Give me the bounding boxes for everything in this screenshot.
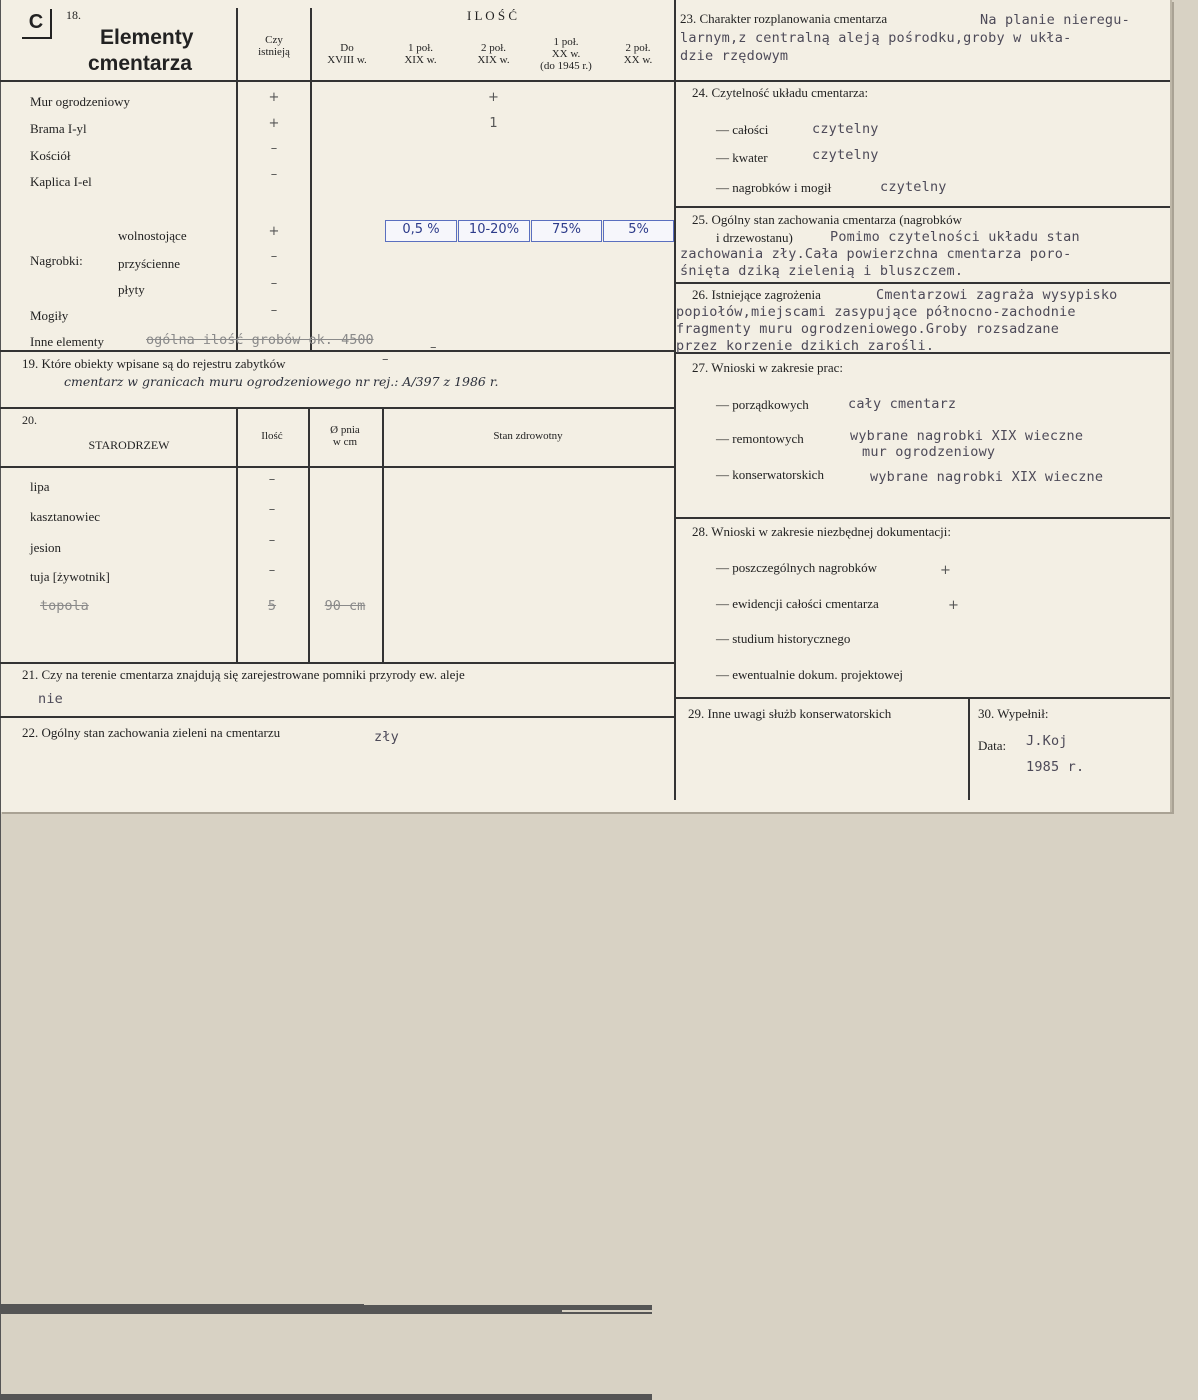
prace-porzadkowe-label: — porządkowych [716,397,809,412]
czy-kaplica: – [270,167,278,182]
inne-dash: – [430,340,437,355]
col-line [0,0,1,326]
sec30-label: 30. Wypełnił: [978,706,1049,721]
prace-remontowe-value: wybrane nagrobki XIX wieczne [850,428,1084,444]
sec23-bottom [674,80,1170,82]
col-header-czy: Czy istnieją [258,34,290,58]
sec22-value: zły [374,729,399,745]
prace-konserwatorskie-value: wybrane nagrobki XIX wieczne [870,469,1104,485]
sec25-label: 25. Ogólny stan zachowania cmentarza (nagrobków [692,212,963,227]
sec19-label: 19. Które obiekty wpisane są do rejestru zabytków [22,356,286,371]
sec29-30-divider [968,697,970,800]
wolnostojace-2-xix: 10-20% [458,220,530,242]
pien-header: Ø pnia w cm [330,424,360,448]
col-header-2-xx: 2 poł. XX w. [623,42,653,66]
czy-wolnostojace: + [268,224,280,239]
sec28-label: 28. Wnioski w zakresie niezbędnej dokumentacji: [692,524,951,539]
czy-przyscienne: – [270,249,278,264]
dok-nagrobkow-label: — poszczególnych nagrobków [716,560,878,575]
row-label-brama: Brama I-yl [30,121,87,136]
section-number: 18. [66,8,81,22]
sec25-bottom [674,282,1170,284]
tree-kasztanowiec: kasztanowiec [30,509,101,524]
row-label-inne: Inne elementy [30,334,104,349]
nagrobki-label: Nagrobki: [30,253,83,268]
czytelnosc-calosci-value: czytelny [812,121,879,137]
sec27-label: 27. Wnioski w zakresie prac: [692,360,844,375]
row-line [0,1313,652,1314]
col-line [382,407,384,662]
header-bottom-line [0,80,674,82]
sec30-date: 1985 r. [1026,759,1085,775]
czytelnosc-nagrobkow-value: czytelny [880,179,947,195]
tree-kasztanowiec-ilosc: – [268,502,276,517]
prace-konserwatorskie-label: — konserwatorskich [716,467,824,482]
sec24-label: 24. Czytelność układu cmentarza: [692,85,869,100]
czytelnosc-nagrobkow-label: — nagrobków i mogił [716,180,832,195]
sec24-bottom [674,206,1170,208]
tree-tuja: tuja [żywotnik] [30,569,110,584]
tree-topola-pien: 90 cm [324,598,366,614]
sec21-bottom [0,716,674,718]
card-letter: C [22,9,52,39]
sec30-data-label: Data: [978,738,1007,753]
col-header-xviii: Do XVIII w. [327,42,367,66]
dok-studium-label: — studium historycznego [716,631,851,646]
sec19-handwriting: cmentarz w granicach muru ogrodzeniowego nr rej.: A/397 z 1986 r. [64,374,499,389]
tree-tuja-ilosc: – [268,563,276,578]
czytelnosc-kwater-label: — kwater [716,150,768,165]
ilosc-header-20: Ilość [261,430,283,442]
section-title-line2: cmentarza [88,52,192,75]
row-label-mur: Mur ogrodzeniowy [30,94,131,109]
sec26-label: 26. Istniejące zagrożenia [692,287,821,302]
row-label-wolnostojace: wolnostojące [118,228,187,243]
sec20-header-bottom [0,466,674,468]
sec25-value-line3: śnięta dziką zielenią i bluszczem. [680,263,964,279]
col-line [0,326,1,652]
sec29-label: 29. Inne uwagi służb konserwatorskich [688,706,892,721]
sec30-name: J.Koj [1026,733,1068,749]
sec26-line3: fragmenty muru ogrodzeniowego.Groby rozsadzane [676,321,1060,337]
col-header-1-xix: 1 poł. XIX w. [404,42,437,66]
sec21-label: 21. Czy na terenie cmentarza znajdują się zarejestrowane pomniki przyrody ew. aleje [22,667,465,682]
dok-ewidencji-label: — ewidencji całości cmentarza [716,596,879,611]
tree-topola: topola [40,598,89,614]
inne-typed-note: ogólna ilość grobów ok. 4500 [146,332,374,348]
section-title-line1: Elementy [100,26,194,49]
nagrobki-divider [0,1314,1,1394]
prace-remontowe-value2: mur ogrodzeniowy [862,444,996,460]
tree-jesion-ilosc: – [268,533,276,548]
dok-ewidencji-mark: + [948,598,959,613]
col-header-2-xix: 2 poł. XIX w. [477,42,510,66]
row-label-kosciol: Kościół [30,148,71,163]
sec19-bottom [0,407,674,409]
tree-lipa: lipa [30,479,50,494]
czy-plyty: – [270,276,278,291]
row-label-plyty: płyty [118,282,145,297]
czy-kosciol: – [270,141,278,156]
wolnostojace-1-xix: 0,5 % [385,220,457,242]
wolnostojace-2-xx: 5% [603,220,674,242]
czytelnosc-kwater-value: czytelny [812,147,879,163]
sec21-value: nie [38,691,63,707]
col-line [0,652,1,978]
sec23-line3: dzie rzędowym [680,48,789,64]
sec20-bottom [0,662,674,664]
sec25-label-2: i drzewostanu) [716,230,793,245]
sec26-line4: przez korzenie dzikich zarośli. [676,338,935,354]
sec26-line1: Cmentarzowi zagraża wysypisko [876,287,1118,303]
row-label-przyscienne: przyścienne [118,256,181,271]
czytelnosc-calosci-label: — całości [716,122,769,137]
sec25-value-line1: Pomimo czytelności układu stan [830,229,1080,245]
sec27-bottom [674,517,1170,519]
sec19-dash: – [382,352,389,367]
col-line [0,978,1,1304]
czy-mogily: – [270,303,278,318]
row-label-mogily: Mogiły [30,308,69,323]
sec23-line2: larnym,z centralną aleją pośrodku,groby w ukła- [680,30,1072,46]
stan-header: Stan zdrowotny [493,430,563,442]
sec23-label: 23. Charakter rozplanowania cmentarza [680,11,888,26]
sec23-line1: Na planie nieregu- [980,12,1130,28]
sec28-bottom [674,697,1170,699]
ilosc-header: I L O Ś Ć [466,8,518,23]
dok-nagrobkow-mark: + [940,563,951,578]
tree-topola-ilosc: 5 [267,598,277,614]
dok-projektowej-label: — ewentualnie dokum. projektowej [716,667,904,682]
starodrzew-header: STARODRZEW [88,438,170,452]
sec25-value-line2: zachowania zły.Cała powierzchna cmentarza poro- [680,246,1072,262]
mur-2-xix: + [488,90,499,105]
brama-2-xix: 1 [489,116,498,131]
sec18-bottom [0,350,674,352]
czy-brama: + [268,116,280,131]
sec22-label: 22. Ogólny stan zachowania zieleni na cmentarzu [22,725,281,740]
tree-jesion: jesion [30,540,62,555]
wolnostojace-1-xx: 75% [531,220,602,242]
tree-lipa-ilosc: – [268,472,276,487]
sec20-number: 20. [22,413,37,427]
col-header-1-xx: 1 poł. XX w. (do 1945 r.) [540,36,592,72]
prace-remontowe-label: — remontowych [716,431,804,446]
prace-porzadkowe-value: cały cmentarz [848,396,957,412]
center-divider [674,0,676,800]
sec26-line2: popiołów,miejscami zasypujące północno-zachodnie [676,304,1076,320]
row-label-kaplica: Kaplica I-el [30,174,92,189]
czy-mur: + [268,90,280,105]
